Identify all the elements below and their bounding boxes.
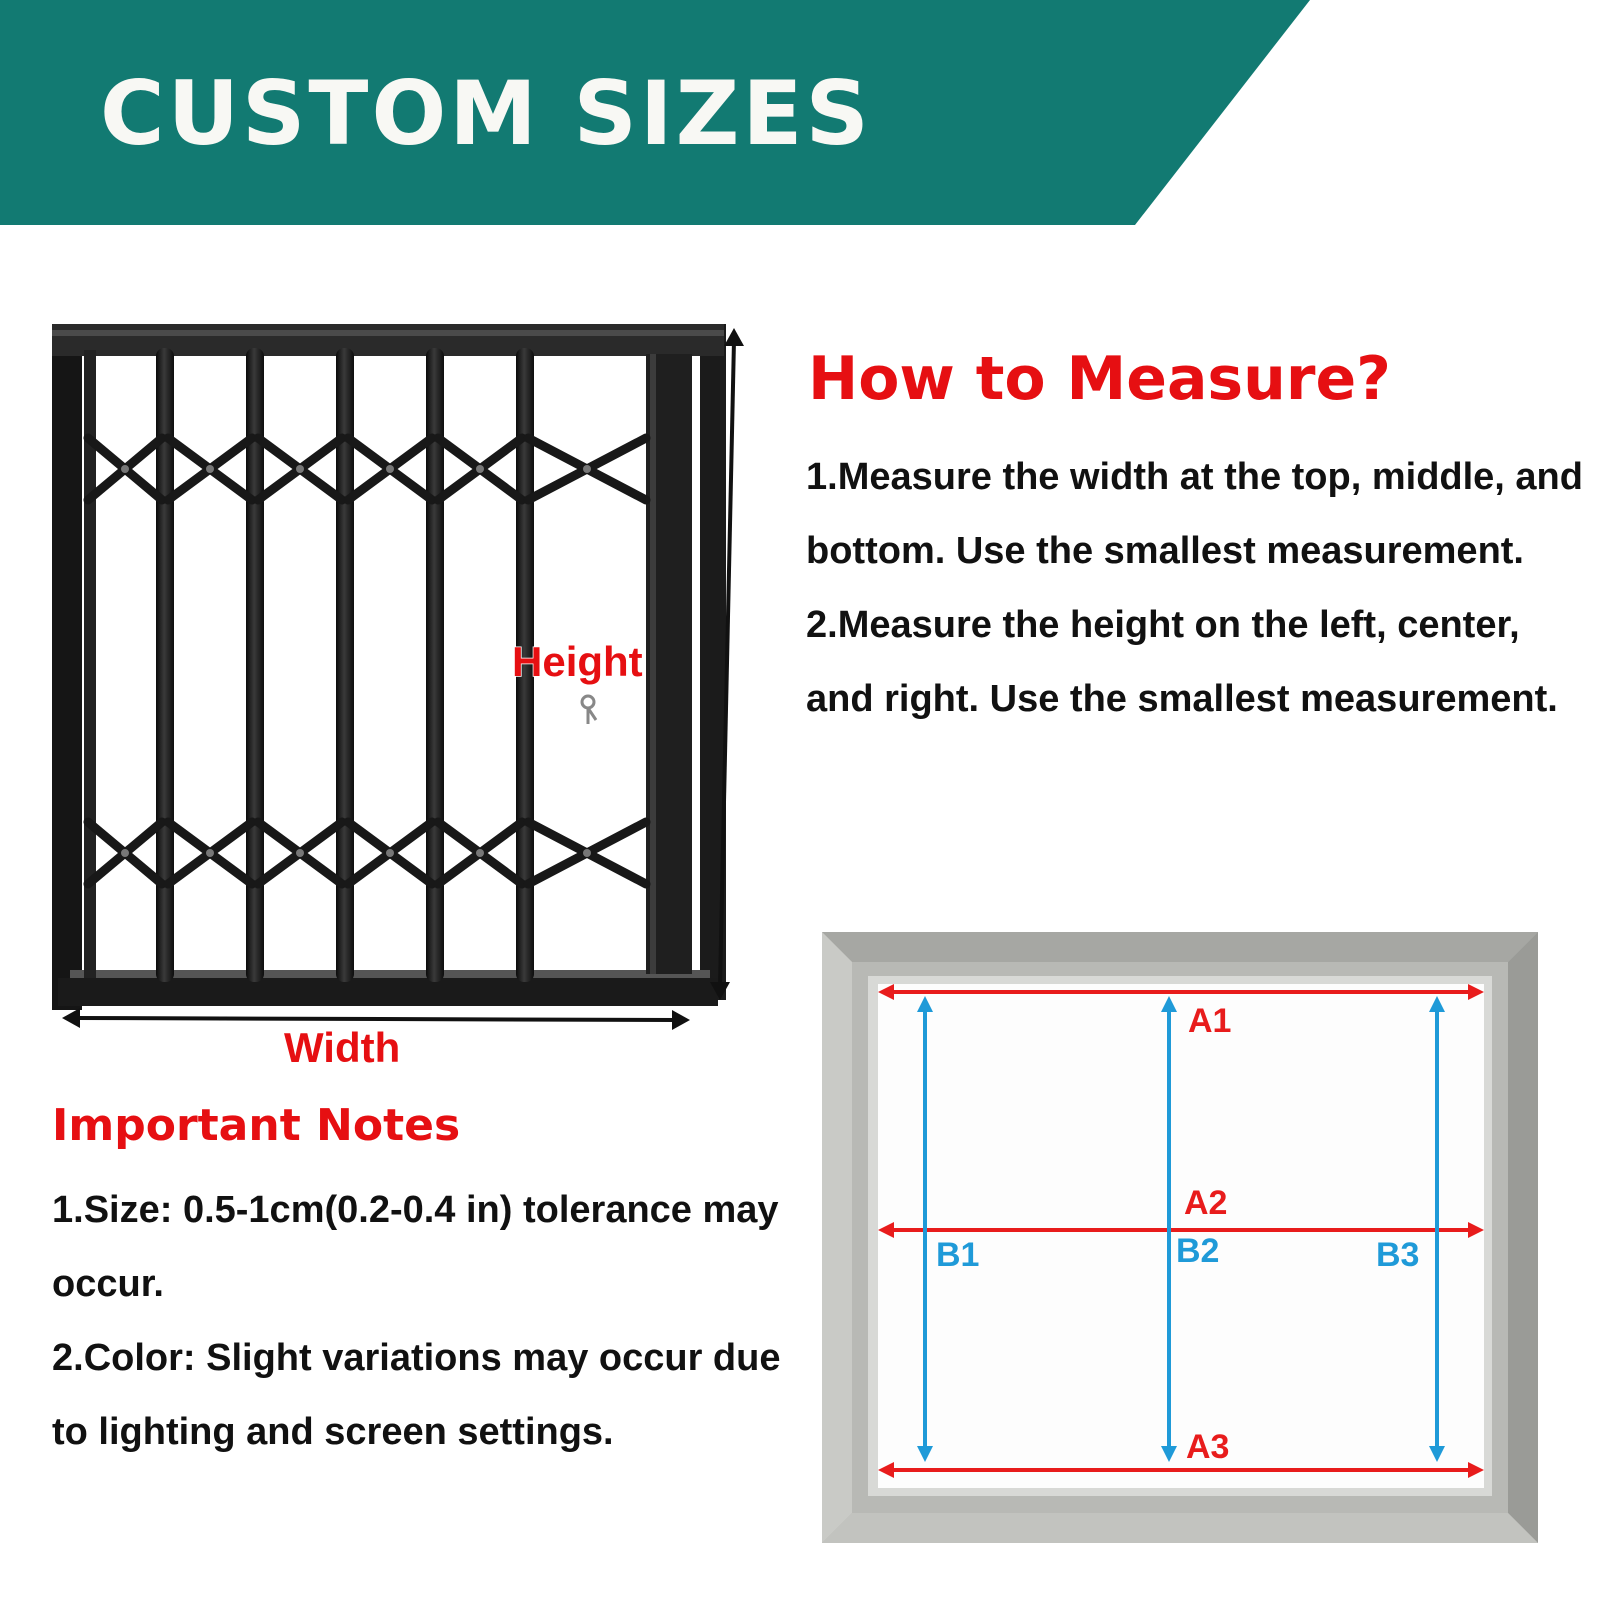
important-notes-title: Important Notes (52, 1100, 461, 1151)
height-label: Height (512, 638, 643, 685)
header-banner (0, 0, 1600, 225)
width-label: Width (284, 1024, 401, 1070)
note-color: 2.Color: Slight variations may occur due to lighting and screen settings. (52, 1337, 781, 1453)
notes-list (52, 1173, 782, 1469)
label-b3: B3 (1376, 1236, 1420, 1274)
how-to-measure-title: How to Measure? (808, 344, 1391, 414)
label-a3: A3 (1186, 1428, 1230, 1466)
label-a1: A1 (1188, 1002, 1232, 1040)
banner-title: CUSTOM SIZES (100, 62, 872, 165)
label-a2: A2 (1184, 1184, 1228, 1222)
window-frame-diagram (820, 930, 1540, 1545)
measurement-diagram (820, 930, 1540, 1545)
security-gate-image (40, 310, 780, 1070)
measure-step-width: 1.Measure the width at the top, middle, and bottom. Use the smallest measurement. (806, 456, 1583, 572)
gate-illustration (40, 310, 780, 1070)
note-size: 1.Size: 0.5-1cm(0.2-0.4 in) tolerance may occur. (52, 1189, 779, 1305)
measure-steps (806, 440, 1586, 736)
label-b1: B1 (936, 1236, 980, 1274)
key-icon (582, 696, 596, 724)
label-b2: B2 (1176, 1232, 1220, 1270)
measure-step-height: 2.Measure the height on the left, center, and right. Use the smallest measurement. (806, 604, 1558, 720)
